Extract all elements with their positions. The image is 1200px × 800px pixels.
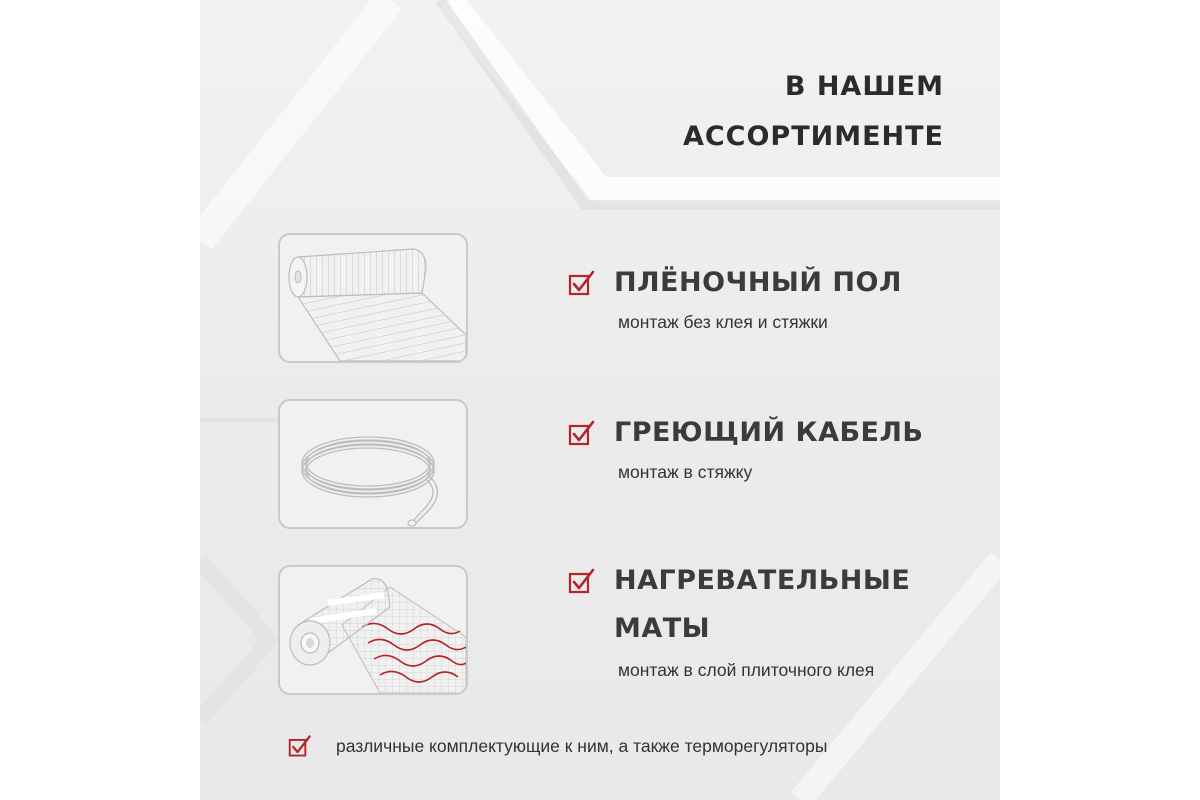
checkbox-checked-icon (288, 734, 314, 758)
product-subtitle: монтаж без клея и стяжки (618, 312, 828, 332)
heating-mat-icon (280, 567, 466, 693)
product-card-film-floor (278, 233, 468, 363)
product-item-heating-cable (568, 412, 924, 483)
product-title-line-2: МАТЫ (614, 613, 711, 644)
film-roll-icon (280, 235, 466, 361)
checkbox-checked-icon (568, 270, 598, 296)
product-card-heating-mat (278, 565, 468, 695)
heading-line-2: АССОРТИМЕНТЕ (682, 121, 944, 152)
product-title: ГРЕЮЩИЙ КАБЕЛЬ (614, 417, 924, 448)
product-item-heating-mat (568, 560, 910, 681)
heading-line-1: В НАШЕМ (784, 71, 944, 102)
section-heading (683, 62, 944, 162)
product-title-line-1: НАГРЕВАТЕЛЬНЫЕ (614, 565, 911, 596)
checkbox-checked-icon (568, 568, 598, 594)
promo-panel (200, 0, 1000, 800)
product-card-heating-cable (278, 399, 468, 529)
footer-text: различные комплектующие к ним, а также терморегуляторы (336, 735, 828, 756)
checkbox-checked-icon (568, 420, 598, 446)
product-subtitle: монтаж в слой плиточного клея (618, 660, 875, 680)
cable-coil-icon (280, 401, 466, 527)
product-item-film-floor (568, 262, 902, 333)
footer-note (288, 734, 827, 758)
product-subtitle: монтаж в стяжку (618, 462, 753, 482)
product-title: ПЛЁНОЧНЫЙ ПОЛ (614, 267, 902, 298)
